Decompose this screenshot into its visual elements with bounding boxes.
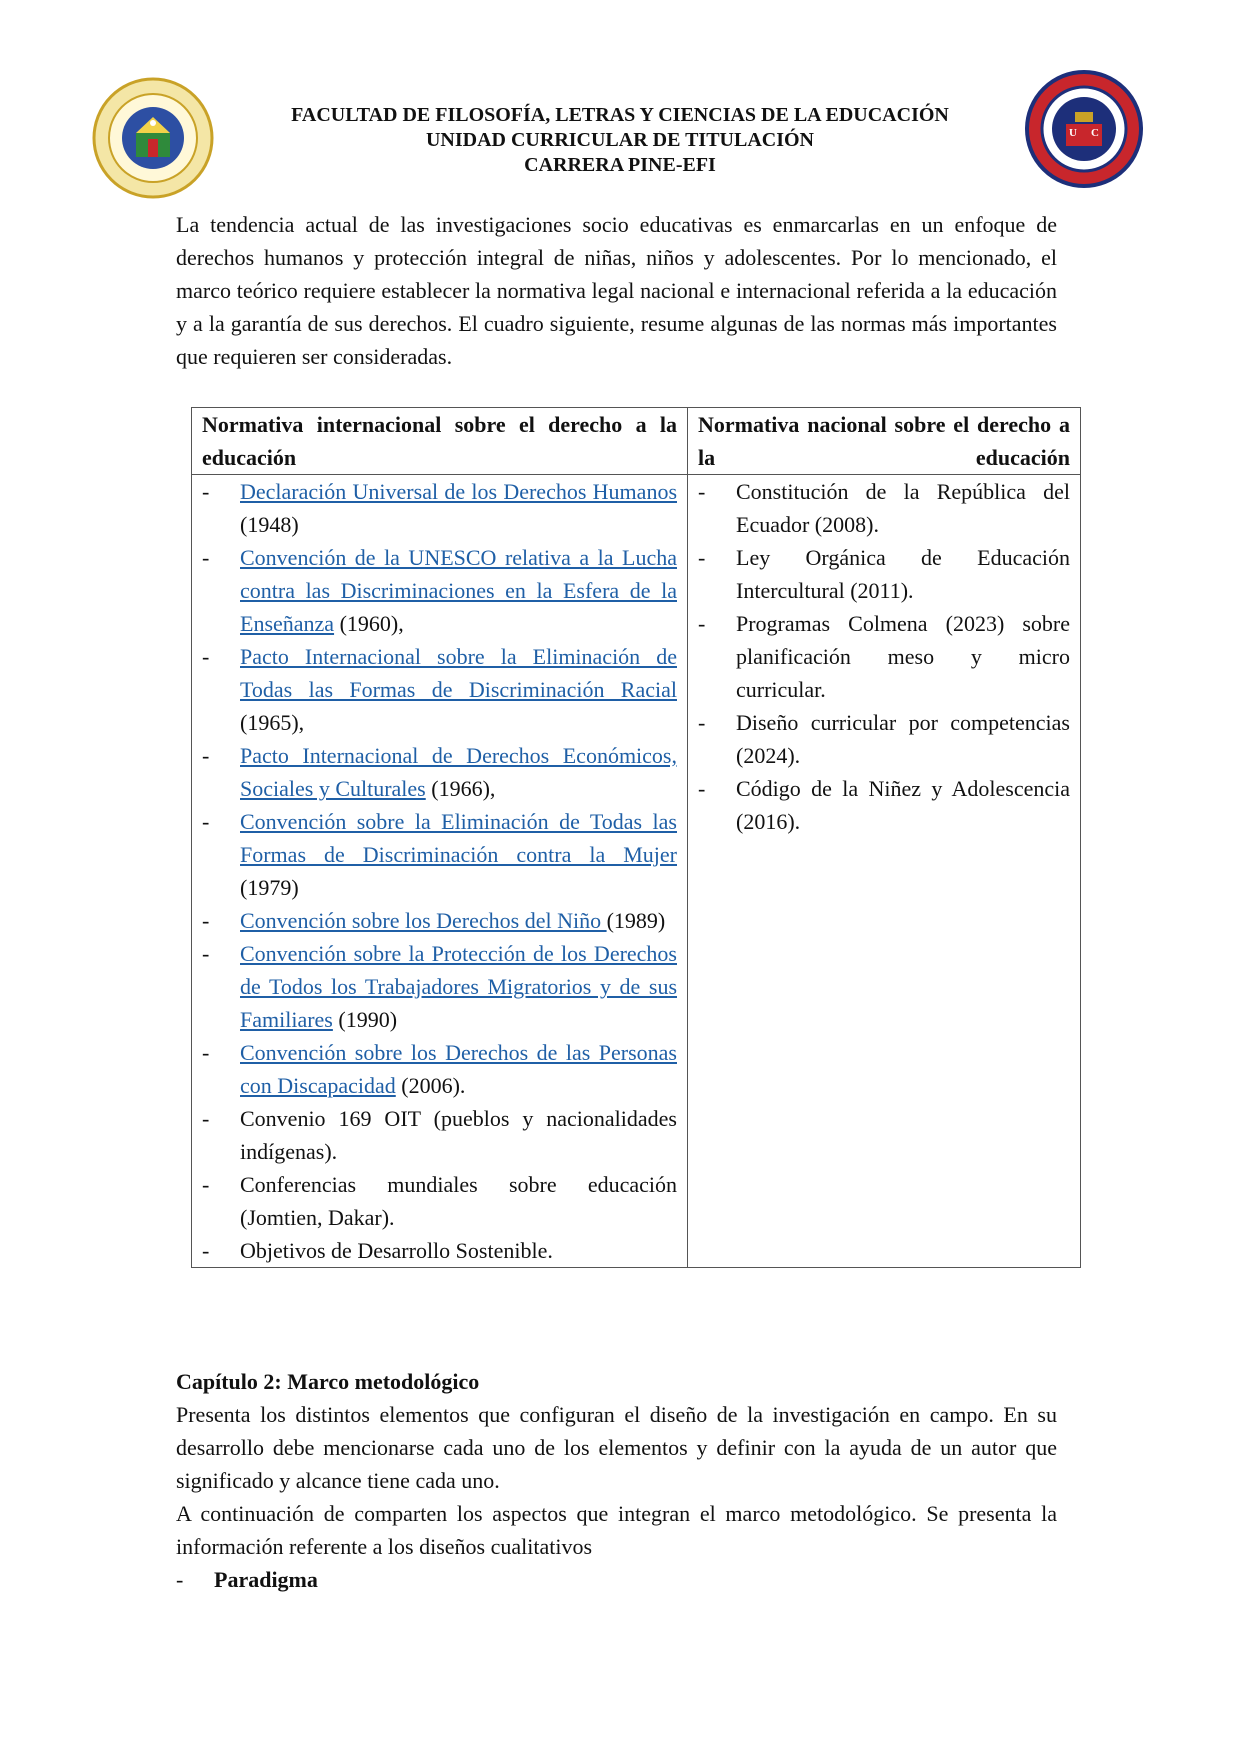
international-item-text: (1990) [332, 1007, 398, 1032]
international-item-link[interactable]: Declaración Universal de los Derechos Humanos [240, 479, 677, 504]
chapter-title: Capítulo 2: Marco metodológico [176, 1369, 480, 1394]
international-item-text: (1979) [240, 875, 299, 900]
bullet-paradigma [176, 1563, 318, 1596]
dash-marker: - [202, 809, 210, 834]
dash-marker: - [698, 776, 706, 801]
dash-marker: - [698, 545, 706, 570]
international-item [202, 541, 677, 640]
international-item-text: (1966), [425, 776, 496, 801]
international-item-link[interactable]: Convención sobre la Protección de los Derechos de Todos los Trabajadores Migratorios y de sus Familiares [240, 941, 677, 1032]
intro-paragraph: La tendencia actual de las investigaciones socio educativas es enmarcarlas en un enfoque de derechos humanos y protección integral de niñas, niños y adolescentes. Por lo mencionado, el marco teórico requiere establecer la normativa legal nacional e internacional referida a la educación y a la garantía de sus derechos. El cuadro siguiente, resume algunas de las normas más importantes que requieren ser consideradas. [176, 212, 1057, 369]
international-item-link[interactable]: Pacto Internacional sobre la Eliminación de Todas las Formas de Discriminación Racial [240, 644, 677, 702]
dash-marker: - [202, 545, 210, 570]
dash-marker: - [202, 1106, 210, 1131]
dash-marker: - [202, 743, 210, 768]
dash-marker: - [202, 1040, 210, 1065]
dash-marker: - [202, 479, 210, 504]
national-item-text: Diseño curricular por competencias (2024). [736, 710, 1070, 768]
national-list [698, 475, 1070, 838]
normativa-table [191, 407, 1081, 1268]
international-item [202, 640, 677, 739]
national-column [688, 475, 1081, 1268]
international-list [202, 475, 677, 1267]
dash-marker: - [202, 1238, 210, 1263]
header-unit: UNIDAD CURRICULAR DE TITULACIÓN [425, 129, 814, 151]
international-item [202, 805, 677, 904]
header-international: Normativa internacional sobre el derecho a la educación [192, 408, 688, 475]
international-item [202, 904, 677, 937]
dash-marker: - [698, 611, 706, 636]
international-item-link[interactable]: Convención sobre la Eliminación de Todas las Formas de Discriminación contra la Mujer [240, 809, 677, 867]
document-header [235, 103, 1005, 178]
national-item [698, 607, 1070, 706]
dash-marker: - [202, 908, 210, 933]
international-item-text: Objetivos de Desarrollo Sostenible. [240, 1238, 553, 1263]
national-item-text: Ley Orgánica de Educación Intercultural (2011). [736, 545, 1070, 603]
national-item-text: Programas Colmena (2023) sobre planificación meso y micro curricular. [736, 611, 1070, 702]
international-item [202, 739, 677, 805]
international-item [202, 937, 677, 1036]
header-national: Normativa nacional sobre el derecho a la educación [688, 408, 1081, 475]
header-career: CARRERA PINE-EFI [524, 154, 716, 176]
national-item-text: Código de la Niñez y Adolescencia (2016). [736, 776, 1070, 834]
international-item [202, 1102, 677, 1168]
international-item-text: (1965), [240, 710, 305, 735]
dash-marker: - [698, 710, 706, 735]
bullet-paradigma-label: Paradigma [214, 1567, 318, 1592]
international-item-text: Convenio 169 OIT (pueblos y nacionalidades indígenas). [240, 1106, 677, 1164]
national-item [698, 475, 1070, 541]
national-item-text: Constitución de la República del Ecuador (2008). [736, 479, 1070, 537]
svg-text:C: C [1091, 127, 1099, 139]
chapter-paragraph-2: A continuación de comparten los aspectos que integran el marco metodológico. Se presenta la información referente a los diseños cualitativos [176, 1501, 1057, 1559]
international-item [202, 1234, 677, 1267]
international-item [202, 1168, 677, 1234]
international-column [192, 475, 688, 1268]
international-item-link[interactable]: Pacto Internacional de Derechos Económicos, Sociales y Culturales [240, 743, 677, 801]
national-item [698, 772, 1070, 838]
svg-text:U: U [1069, 127, 1077, 139]
international-item [202, 475, 677, 541]
international-item-text: (1948) [240, 512, 299, 537]
dash-marker: - [202, 1172, 210, 1197]
chapter-paragraph-1: Presenta los distintos elementos que configuran el diseño de la investigación en campo. En su desarrollo debe mencionarse cada uno de los elementos y definir con la ayuda de un autor que significado y alcance tiene cada uno. [176, 1402, 1057, 1493]
international-item-text: (1960), [334, 611, 404, 636]
international-item-text: (2006). [395, 1073, 466, 1098]
international-item-link[interactable]: Convención sobre los Derechos del Niño [240, 908, 607, 933]
international-item-link[interactable]: Convención de la UNESCO relativa a la Lucha contra las Discriminaciones en la Esfera de la Enseñanza [240, 545, 677, 636]
international-item-text: Conferencias mundiales sobre educación (Jomtien, Dakar). [240, 1172, 677, 1230]
dash-marker: - [698, 479, 706, 504]
national-item [698, 541, 1070, 607]
dash-marker: - [202, 644, 210, 669]
header-faculty: FACULTAD DE FILOSOFÍA, LETRAS Y CIENCIAS DE LA EDUCACIÓN [291, 104, 949, 126]
national-item [698, 706, 1070, 772]
faculty-seal-logo [1025, 70, 1143, 188]
international-item-link[interactable]: Convención sobre los Derechos de las Personas con Discapacidad [240, 1040, 677, 1098]
dash-marker: - [176, 1567, 184, 1592]
university-seal-logo [92, 77, 214, 199]
international-item [202, 1036, 677, 1102]
dash-marker: - [202, 941, 210, 966]
international-item-text: (1989) [606, 908, 666, 933]
